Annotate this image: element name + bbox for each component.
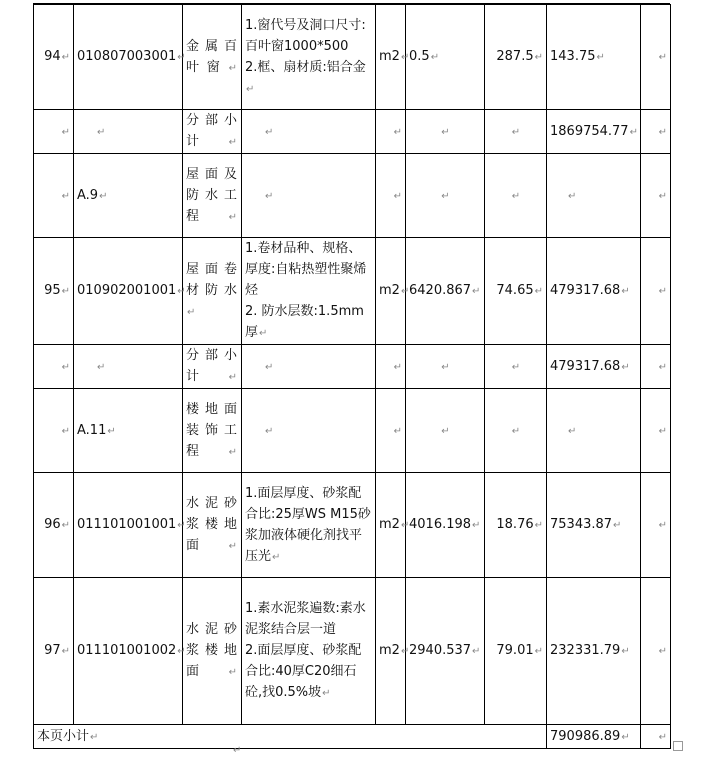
- paragraph-mark: ↵: [233, 745, 242, 756]
- item-remark: ↵: [641, 154, 671, 238]
- page-subtotal-remark: ↵: [641, 725, 671, 749]
- item-remark: ↵: [641, 389, 671, 473]
- item-code: 010807003001↵: [74, 5, 183, 110]
- item-number: 94↵: [34, 5, 74, 110]
- item-total: ↵: [547, 389, 641, 473]
- item-description: 1.素水泥浆遍数:素水泥浆结合层一道 2.面层厚度、砂浆配合比:40厚C20细石砼,找0.5%坡↵: [242, 578, 376, 725]
- table-row: [34, 110, 671, 154]
- item-total: ↵: [547, 154, 641, 238]
- item-remark: ↵: [641, 5, 671, 110]
- item-unit-price: 287.5↵: [485, 5, 547, 110]
- item-unit-price: ↵: [485, 154, 547, 238]
- item-name: 分部小计↵: [183, 345, 242, 389]
- item-name: 金属百叶窗↵: [183, 5, 242, 110]
- page-subtotal-row: [34, 725, 671, 749]
- item-total: 75343.87↵: [547, 473, 641, 578]
- item-number: ↵: [34, 110, 74, 154]
- item-unit-price: 18.76↵: [485, 473, 547, 578]
- item-unit: ↵: [376, 110, 406, 154]
- item-total: 1869754.77↵: [547, 110, 641, 154]
- item-number: ↵: [34, 389, 74, 473]
- item-name: 水泥砂浆楼地面↵: [183, 578, 242, 725]
- item-code: 010902001001↵: [74, 238, 183, 345]
- item-number: ↵: [34, 154, 74, 238]
- item-description: ↵: [242, 154, 376, 238]
- item-unit: m2↵: [376, 473, 406, 578]
- item-name: 楼地面装饰工程↵: [183, 389, 242, 473]
- item-description: ↵: [242, 110, 376, 154]
- page-subtotal-total: 790986.89↵: [547, 725, 641, 749]
- item-code: 011101001001↵: [74, 473, 183, 578]
- page-corner-marker: [673, 741, 683, 751]
- item-quantity: ↵: [406, 110, 485, 154]
- item-unit-price: ↵: [485, 389, 547, 473]
- item-quantity: ↵: [406, 154, 485, 238]
- item-unit: m2↵: [376, 5, 406, 110]
- item-description: ↵: [242, 389, 376, 473]
- item-description: 1.窗代号及洞口尺寸:百叶窗1000*500 2.框、扇材质:铝合金↵: [242, 5, 376, 110]
- item-number: 96↵: [34, 473, 74, 578]
- table-row: [34, 389, 671, 473]
- item-unit: ↵: [376, 154, 406, 238]
- item-remark: ↵: [641, 110, 671, 154]
- item-description: ↵: [242, 345, 376, 389]
- item-total: 479317.68↵: [547, 345, 641, 389]
- table-row: [34, 473, 671, 578]
- table-row: [34, 5, 671, 110]
- item-remark: ↵: [641, 238, 671, 345]
- item-total: 232331.79↵: [547, 578, 641, 725]
- item-number: 95↵: [34, 238, 74, 345]
- table-row: [34, 238, 671, 345]
- item-remark: ↵: [641, 345, 671, 389]
- table-row: [34, 154, 671, 238]
- item-code: A.11↵: [74, 389, 183, 473]
- item-remark: ↵: [641, 473, 671, 578]
- item-quantity: 4016.198↵: [406, 473, 485, 578]
- item-quantity: 6420.867↵: [406, 238, 485, 345]
- item-unit-price: 74.65↵: [485, 238, 547, 345]
- item-name: 分部小计↵: [183, 110, 242, 154]
- item-code: ↵: [74, 110, 183, 154]
- item-quantity: 2940.537↵: [406, 578, 485, 725]
- item-name: 屋面及防水工程↵: [183, 154, 242, 238]
- item-code: ↵: [74, 345, 183, 389]
- item-code: A.9↵: [74, 154, 183, 238]
- item-total: 143.75↵: [547, 5, 641, 110]
- table-row: [34, 345, 671, 389]
- item-unit: ↵: [376, 345, 406, 389]
- item-unit: ↵: [376, 389, 406, 473]
- item-quantity: ↵: [406, 389, 485, 473]
- table-row: [34, 578, 671, 725]
- item-unit-price: ↵: [485, 110, 547, 154]
- item-description: 1.面层厚度、砂浆配合比:25厚WS M15砂浆加液体硬化剂找平压光↵: [242, 473, 376, 578]
- item-total: 479317.68↵: [547, 238, 641, 345]
- item-quantity: 0.5↵: [406, 5, 485, 110]
- item-unit-price: ↵: [485, 345, 547, 389]
- item-name: 水泥砂浆楼地面↵: [183, 473, 242, 578]
- item-unit: m2↵: [376, 238, 406, 345]
- item-remark: ↵: [641, 578, 671, 725]
- item-number: 97↵: [34, 578, 74, 725]
- bill-of-quantities-table: [33, 4, 671, 749]
- item-unit-price: 79.01↵: [485, 578, 547, 725]
- item-unit: m2↵: [376, 578, 406, 725]
- item-name: 屋面卷材防水↵: [183, 238, 242, 345]
- item-number: ↵: [34, 345, 74, 389]
- item-quantity: ↵: [406, 345, 485, 389]
- page-subtotal-label: 本页小计↵: [34, 725, 547, 749]
- item-description: 1.卷材品种、规格、厚度:自粘热塑性聚烯烃 2. 防水层数:1.5mm厚↵: [242, 238, 376, 345]
- item-code: 011101001002↵: [74, 578, 183, 725]
